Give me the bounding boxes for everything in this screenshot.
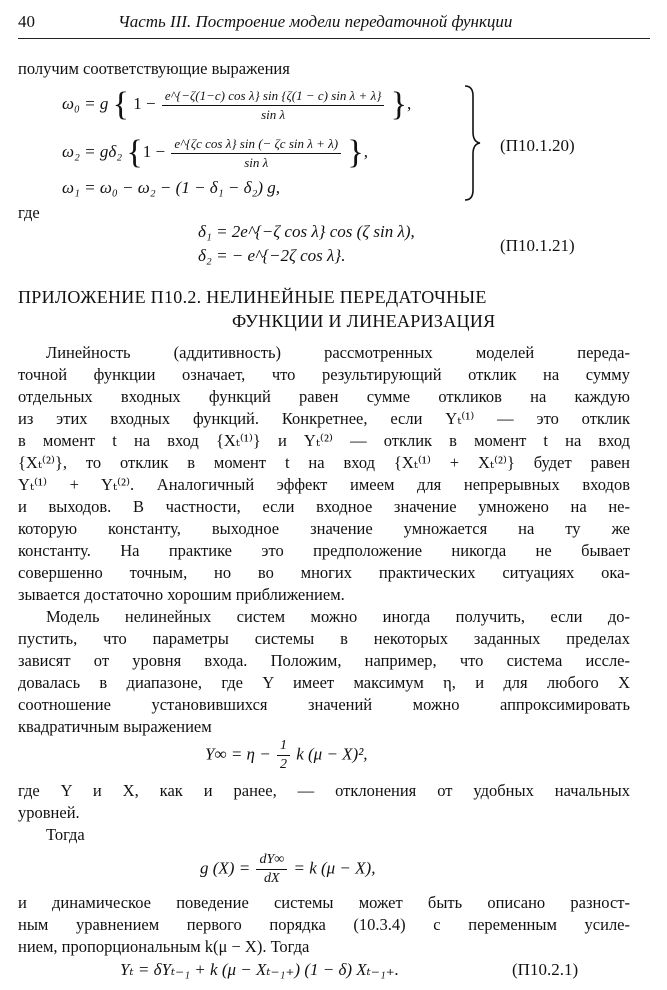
intro-line: получим соответствующие выражения	[18, 59, 290, 78]
equation-omega2: ω₂ = gδ₂ {1 − $\frac{\text{e\textasciicircum{}\{ζc cos λ\} sin (− ζc sin λ + λ)}}{\text{sin λ}}$ },	[62, 134, 368, 171]
y-inf-rhs: k (μ − X)²,	[296, 744, 368, 764]
page-header	[18, 10, 650, 39]
paragraph-line: Модель нелинейных систем можно иногда получить, если до-	[46, 607, 630, 626]
paragraph-line: зывается достаточно хорошим приближением.	[18, 585, 345, 604]
g-x-lhs: g (X) =	[200, 858, 251, 878]
right-brace-icon	[463, 84, 481, 202]
running-title: Часть III. Построение модели передаточной функции	[118, 12, 513, 31]
paragraph-line: квадратичным выражением	[18, 717, 212, 736]
paragraph-line: зависят от уровня входа. Положим, например, что система иссле-	[18, 651, 630, 670]
equation-number-p10-1-21: (П10.1.21)	[500, 236, 575, 255]
section-heading-line2: ФУНКЦИИ И ЛИНЕАРИЗАЦИЯ	[232, 311, 496, 331]
paragraph-line: в момент t на вход {Xₜ⁽¹⁾} и Yₜ⁽²⁾ — отклик в момент t на вход	[18, 431, 630, 450]
paragraph-line: довалась в диапазоне, где Y имеет максимум η, и для любого X	[18, 673, 630, 692]
paragraph-line: Yₜ⁽¹⁾ + Yₜ⁽²⁾. Аналогичный эффект имеем для непрерывных входов	[18, 475, 630, 494]
paragraph-line: соотношение установившихся значений можно аппроксимировать	[18, 695, 630, 714]
section-heading-line1: ПРИЛОЖЕНИЕ П10.2. НЕЛИНЕЙНЫЕ ПЕРЕДАТОЧНЫЕ	[18, 287, 487, 307]
equation-delta2: δ₂ = − e^{−2ζ cos λ}.	[198, 246, 346, 265]
equation-delta1: δ₁ = 2e^{−ζ cos λ} cos (ζ sin λ),	[198, 222, 415, 241]
paragraph-line: где Y и X, как и ранее, — отклонения от удобных начальных	[18, 781, 630, 800]
g-x-numerator: dY∞	[256, 852, 287, 870]
equation-omega1: ω₁ = ω₀ − ω₂ − (1 − δ₁ − δ₂) g,	[62, 178, 281, 197]
paragraph-line: отдельных входных функций равен сумме откликов на каждую	[18, 387, 630, 406]
equation-number-p10-1-20: (П10.1.20)	[500, 136, 575, 155]
paragraph-line: и выходов. В частности, если входное значение умножено на не-	[18, 497, 630, 516]
equation-number-p10-2-1: (П10.2.1)	[512, 960, 579, 979]
equation-difference: Yₜ = δYₜ₋₁ + k (μ − Xₜ₋₁₊) (1 − δ) Xₜ₋₁₊.	[120, 960, 399, 979]
g-x-denominator: dX	[264, 871, 280, 886]
where-label: где	[18, 203, 40, 222]
paragraph-line: константу. На практике это предположение никогда не бывает	[18, 541, 630, 560]
paragraph-line: из этих входных функций. Конкретнее, если Yₜ⁽¹⁾ — это отклик	[18, 409, 630, 428]
y-inf-denominator: 2	[279, 757, 287, 772]
omega2-denominator: sin λ	[244, 154, 269, 170]
omega0-lhs: ω₀ = g	[62, 93, 109, 113]
then-word: Тогда	[46, 825, 85, 844]
y-inf-numerator: 1	[277, 738, 290, 756]
g-x-rhs: = k (μ − X),	[293, 858, 376, 878]
paragraph-line: уровней.	[18, 803, 80, 822]
paragraph-line: нием, пропорциональным k(μ − X). Тогда	[18, 937, 310, 956]
paragraph-line: пустить, что параметры системы в некоторых заданных пределах	[18, 629, 630, 648]
equation-g-x	[200, 852, 375, 887]
paragraph-line: {Xₜ⁽²⁾}, то отклик в момент t на вход {Xₜ⁽¹⁾ + Xₜ⁽²⁾} будет равен	[18, 453, 630, 472]
equation-y-infinity	[205, 738, 368, 773]
paragraph-line: ным уравнением первого порядка (10.3.4) с переменным усиле-	[18, 915, 630, 934]
omega2-numerator: e^{ζc cos λ} sin (− ζc sin λ + λ)	[171, 136, 341, 154]
paragraph-line: совершенно точным, но во многих практических ситуациях ока-	[18, 563, 630, 582]
omega0-denominator: sin λ	[261, 106, 286, 122]
y-inf-lhs: Y∞ = η −	[205, 744, 271, 764]
paragraph-line: точной функции означает, что результирующий отклик на сумму	[18, 365, 630, 384]
omega2-lhs: ω₂ = gδ₂	[62, 141, 123, 161]
paragraph-line: которую константу, выходное значение умножается на ту же	[18, 519, 630, 538]
equation-omega0: ω₀ = g { 1 − $\frac{\text{e\textasciicircum{}\{−ζ(1−c) cos λ\} sin \{ζ(1 − c) sin λ + λ\}}}{\text{sin λ}}$ },	[62, 86, 412, 123]
paragraph-line: Линейность (аддитивность) рассмотренных моделей переда-	[46, 343, 630, 362]
omega0-numerator: e^{−ζ(1−c) cos λ} sin {ζ(1 − c) sin λ + λ}	[162, 88, 385, 106]
page-number: 40	[18, 12, 35, 31]
paragraph-line: и динамическое поведение системы может быть описано разност-	[18, 893, 630, 912]
